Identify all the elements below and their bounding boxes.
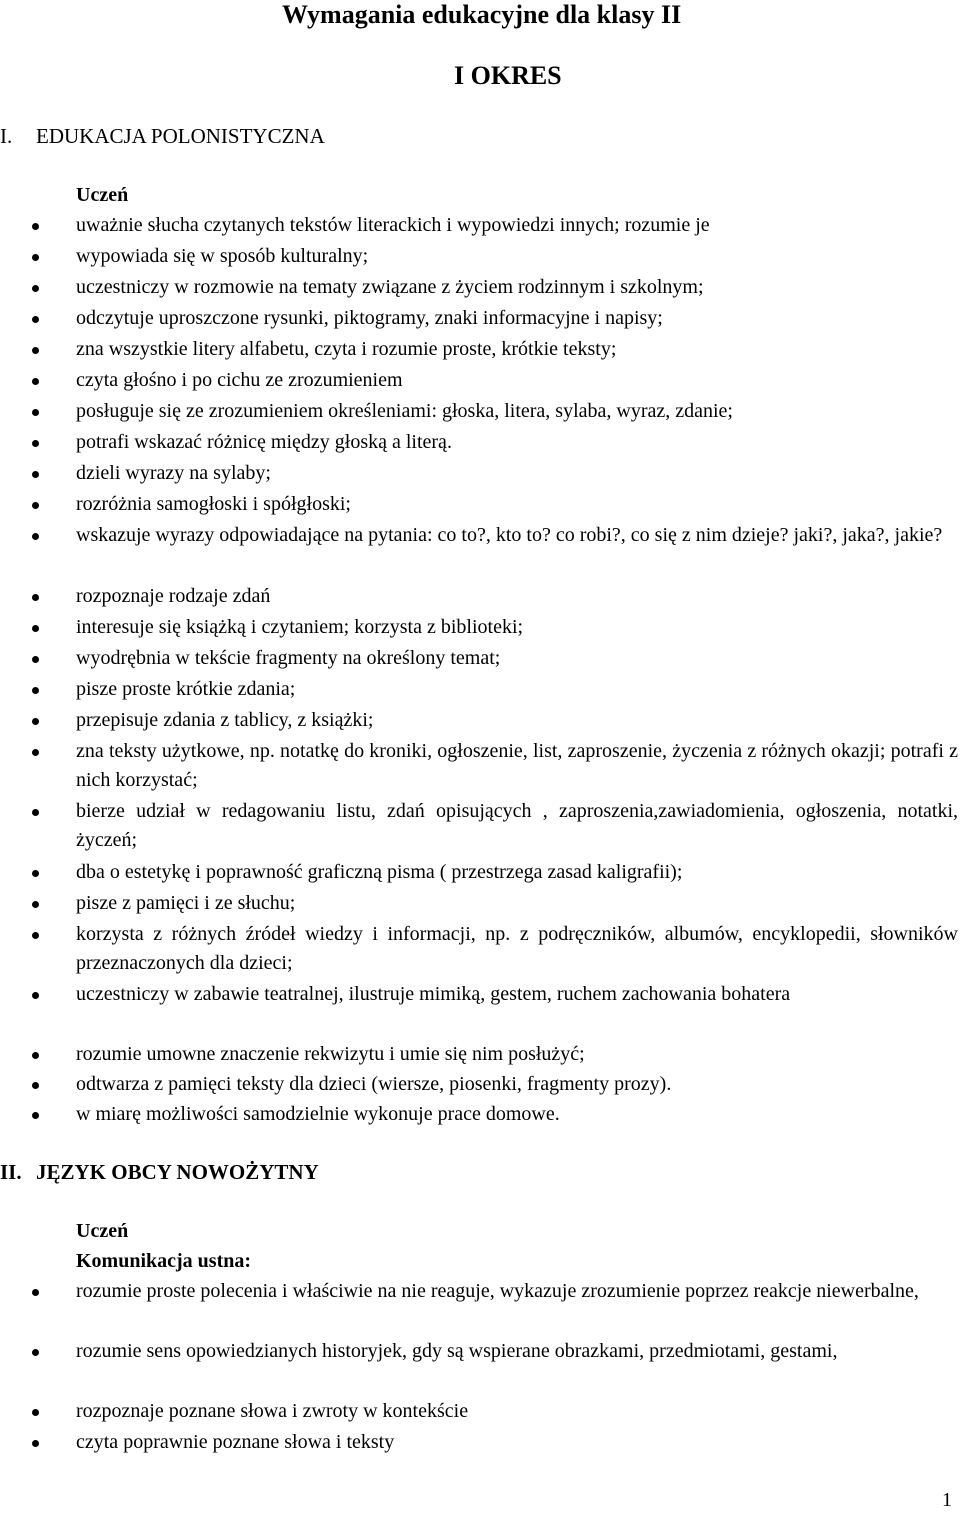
bullet-icon [32, 316, 39, 323]
list-item: pisze z pamięci i ze słuchu; [76, 889, 958, 918]
list-item: interesuje się książką i czytaniem; korzysta z biblioteki; [76, 613, 958, 642]
bullet-icon [32, 656, 39, 663]
list-item: posługuje się ze zrozumieniem określeniami: głoska, litera, sylaba, wyraz, zdanie; [76, 397, 958, 426]
bullet-icon [32, 687, 39, 694]
list-item: dba o estetykę i poprawność graficzną pisma ( przestrzega zasad kaligrafii); [76, 858, 958, 887]
bullet-icon [32, 1349, 39, 1356]
bullet-icon [32, 749, 39, 756]
bullet-icon [32, 901, 39, 908]
bullet-icon [32, 1289, 39, 1296]
bullet-icon [32, 870, 39, 877]
section-heading-foreign-language [0, 1159, 319, 1185]
bullet-icon [32, 932, 39, 939]
list-item: uczestniczy w zabawie teatralnej, ilustruje mimiką, gestem, ruchem zachowania bohatera [76, 980, 958, 1009]
list-item: bierze udział w redagowaniu listu, zdań opisujących , zaproszenia,zawiadomienia, ogłoszenia, notatki, życzeń; [76, 797, 958, 855]
list-item: rozpoznaje rodzaje zdań [76, 582, 958, 611]
list-item: rozumie proste polecenia i właściwie na nie reaguje, wykazuje zrozumienie poprzez reakcje niewerbalne, [76, 1277, 958, 1306]
list-item: dzieli wyrazy na sylaby; [76, 459, 958, 488]
bullet-icon [32, 347, 39, 354]
list-item: przepisuje zdania z tablicy, z książki; [76, 706, 958, 735]
bullet-icon [32, 440, 39, 447]
section-title: EDUKACJA POLONISTYCZNA [36, 124, 325, 148]
bullet-icon [32, 1112, 39, 1119]
bullet-icon [32, 1440, 39, 1447]
bullet-icon [32, 1052, 39, 1059]
list-item: potrafi wskazać różnicę między głoską a literą. [76, 428, 958, 457]
bullet-icon [32, 285, 39, 292]
list-item: rozumie sens opowiedzianych historyjek, gdy są wspierane obrazkami, przedmiotami, gestami, [76, 1337, 958, 1366]
subsection-label: Komunikacja ustna: [76, 1250, 252, 1272]
bullet-icon [32, 625, 39, 632]
section-heading-polish [0, 123, 325, 149]
bullet-icon [32, 1409, 39, 1416]
bullet-icon [32, 254, 39, 261]
list-item: zna teksty użytkowe, np. notatkę do kroniki, ogłoszenie, list, zaproszenie, życzenia z różnych okazji; potrafi z nich korzystać; [76, 737, 958, 795]
document-title: Wymagania edukacyjne dla klasy II [282, 0, 682, 29]
list-item: uważnie słucha czytanych tekstów literackich i wypowiedzi innych; rozumie je [76, 211, 958, 240]
bullet-icon [32, 992, 39, 999]
subject-label: Uczeń [76, 184, 129, 206]
list-item: rozpoznaje poznane słowa i zwroty w kontekście [76, 1397, 958, 1426]
section-number: I. [0, 124, 13, 148]
bullet-icon [32, 378, 39, 385]
list-item: rozumie umowne znaczenie rekwizytu i umie się nim posłużyć; [76, 1040, 958, 1069]
bullet-icon [32, 533, 39, 540]
list-item: uczestniczy w rozmowie na tematy związane z życiem rodzinnym i szkolnym; [76, 273, 958, 302]
bullet-icon [32, 594, 39, 601]
bullet-icon [32, 1082, 39, 1089]
bullet-icon [32, 718, 39, 725]
list-item: w miarę możliwości samodzielnie wykonuje prace domowe. [76, 1100, 958, 1129]
list-item: zna wszystkie litery alfabetu, czyta i rozumie proste, krótkie teksty; [76, 335, 958, 364]
bullet-icon [32, 409, 39, 416]
list-item: wypowiada się w sposób kulturalny; [76, 242, 958, 271]
bullet-icon [32, 809, 39, 816]
bullet-icon [32, 502, 39, 509]
list-item: czyta głośno i po cichu ze zrozumieniem [76, 366, 958, 395]
page-number: 1 [942, 1489, 952, 1511]
list-item: odczytuje uproszczone rysunki, piktogramy, znaki informacyjne i napisy; [76, 304, 958, 333]
period-heading: I OKRES [454, 61, 562, 90]
list-item: rozróżnia samogłoski i spółgłoski; [76, 490, 958, 519]
list-item: czyta poprawnie poznane słowa i teksty [76, 1428, 958, 1457]
subject-label: Uczeń [76, 1220, 129, 1242]
list-item: wskazuje wyrazy odpowiadające na pytania: co to?, kto to? co robi?, co się z nim dzieje? jaki?, jaka?, jakie? [76, 521, 958, 550]
section-number: II. [0, 1160, 22, 1184]
bullet-icon [32, 471, 39, 478]
list-item: wyodrębnia w tekście fragmenty na określony temat; [76, 644, 958, 673]
list-item: korzysta z różnych źródeł wiedzy i informacji, np. z podręczników, albumów, encyklopedii, słowników przeznaczonych dla dzieci; [76, 920, 958, 978]
list-item: pisze proste krótkie zdania; [76, 675, 958, 704]
bullet-icon [32, 223, 39, 230]
section-title: JĘZYK OBCY NOWOŻYTNY [36, 1160, 319, 1184]
list-item: odtwarza z pamięci teksty dla dzieci (wiersze, piosenki, fragmenty prozy). [76, 1070, 958, 1099]
